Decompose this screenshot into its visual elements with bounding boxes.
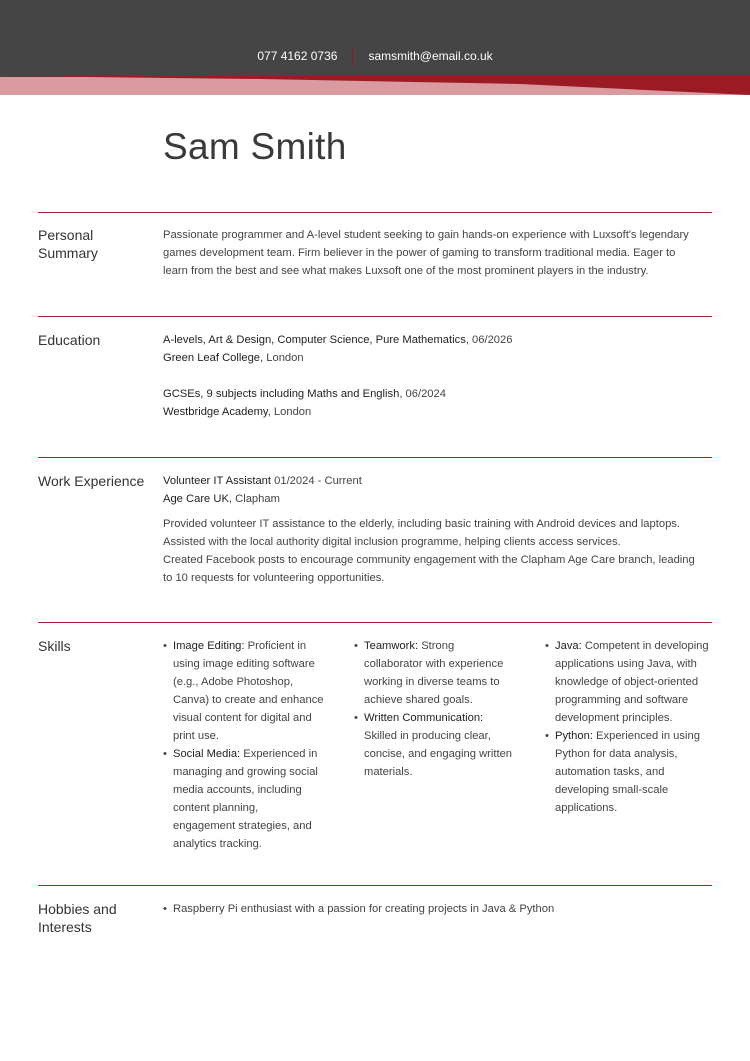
skill-item	[163, 745, 338, 853]
skill-desc: Competent in developing	[581, 640, 709, 652]
section-divider	[38, 885, 712, 886]
job-dates: 01/2024 - Current	[271, 475, 362, 487]
email-address: samsmith@email.co.uk	[368, 49, 493, 63]
skill-name: Python:	[555, 730, 593, 742]
skills-column	[545, 637, 720, 817]
skill-desc: print use.	[173, 730, 220, 742]
skill-desc: Experienced in	[240, 748, 318, 760]
skill-desc: engagement strategies, and	[173, 820, 312, 832]
school-name: Westbridge Academy	[163, 406, 268, 418]
hobby-item: • Raspberry Pi enthusiast with a passion for creating projects in Java & Python	[163, 900, 723, 918]
skill-item	[545, 727, 720, 817]
candidate-name: Sam Smith	[163, 126, 347, 167]
skill-name: Java:	[555, 640, 582, 652]
qualification-date: , 06/2026	[465, 334, 513, 346]
skill-desc: (e.g., Adobe Photoshop,	[173, 676, 294, 688]
contact-divider	[352, 48, 353, 66]
skill-desc: applications using Java, with	[555, 658, 697, 670]
work-line: Created Facebook posts to encourage community engagement with the Clapham Age Care branch, leading	[163, 554, 695, 566]
skill-desc: knowledge of object-oriented	[555, 676, 699, 688]
hobbies-list	[163, 900, 723, 918]
summary-title-line: Personal	[38, 227, 94, 243]
job-role: Volunteer IT Assistant	[163, 475, 272, 487]
skill-desc: developing small-scale	[555, 784, 669, 796]
skill-item	[545, 637, 720, 727]
skill-item	[354, 709, 534, 781]
qualification-date: , 06/2024	[399, 388, 446, 400]
skill-desc: Strong	[418, 640, 455, 652]
work-line: Assisted with the local authority digital inclusion programme, helping clients access services.	[163, 536, 621, 548]
skills-column	[354, 637, 534, 781]
summary-section-title	[38, 226, 153, 262]
section-divider	[38, 316, 712, 317]
phone-number: 077 4162 0736	[257, 49, 338, 63]
education-entry	[163, 331, 713, 367]
skill-name: Image Editing:	[173, 640, 245, 652]
skill-desc: materials.	[364, 766, 413, 778]
qualification: A-levels, Art & Design, Computer Science, Pure Mathematics	[163, 334, 466, 346]
skill-desc: content planning,	[173, 802, 259, 814]
header-ribbon	[0, 75, 750, 97]
skill-name: Teamwork:	[364, 640, 419, 652]
work-line: to 10 requests for volunteering opportunities.	[163, 572, 385, 584]
skill-desc: collaborator with experience	[364, 658, 504, 670]
skill-name: Social Media:	[173, 748, 241, 760]
employer-name: Age Care UK	[163, 493, 229, 505]
skills-section-title: Skills	[38, 638, 71, 654]
skill-name: Written Communication:	[364, 712, 484, 724]
skill-desc: automation tasks, and	[555, 766, 665, 778]
work-entry	[163, 472, 723, 587]
summary-line: games development team. Firm believer in the power of gaming to transform traditional media. Eager to	[163, 247, 676, 259]
skill-item	[354, 637, 534, 709]
work-line: Provided volunteer IT assistance to the elderly, including basic training with Android devices and laptops.	[163, 518, 680, 530]
work-description	[163, 515, 723, 587]
summary-line: Passionate programmer and A-level student seeking to gain hands-on experience with Luxsoft's legendary	[163, 229, 689, 241]
school-location: , London	[267, 406, 312, 418]
skill-desc: Experienced in using	[592, 730, 700, 742]
skill-desc: Skilled in producing clear,	[364, 730, 491, 742]
skill-desc: Canva) to create and enhance	[173, 694, 324, 706]
school-name: Green Leaf College	[163, 352, 261, 364]
section-divider	[38, 212, 712, 213]
skill-desc: Python for data analysis,	[555, 748, 678, 760]
skills-column	[163, 637, 338, 853]
contact-info	[0, 47, 750, 66]
skill-desc: analytics tracking.	[173, 838, 262, 850]
school-location: , London	[260, 352, 304, 364]
hobbies-section-title	[38, 900, 153, 936]
skill-desc: Proficient in	[244, 640, 307, 652]
section-divider	[38, 457, 712, 458]
summary-line: learn from the best and see what makes Luxsoft one of the most prominent players in the industry.	[163, 265, 649, 277]
skill-desc: managing and growing social	[173, 766, 318, 778]
hobbies-title-line: Interests	[38, 919, 92, 935]
skill-desc: programming and software	[555, 694, 689, 706]
hobbies-title-line: Hobbies and	[38, 901, 117, 917]
skill-desc: development principles.	[555, 712, 673, 724]
education-section-title: Education	[38, 332, 101, 348]
work-section-title: Work Experience	[38, 473, 145, 489]
employer-location: , Clapham	[228, 493, 280, 505]
skill-desc: working in diverse teams to	[364, 676, 500, 688]
skill-desc: achieve shared goals.	[364, 694, 473, 706]
skill-item	[163, 637, 338, 745]
skill-desc: media accounts, including	[173, 784, 302, 796]
skill-desc: applications.	[555, 802, 618, 814]
skill-desc: concise, and engaging written	[364, 748, 513, 760]
education-entry	[163, 385, 713, 421]
section-divider	[38, 622, 712, 623]
skill-desc: using image editing software	[173, 658, 315, 670]
summary-title-line: Summary	[38, 245, 98, 261]
skill-desc: visual content for digital and	[173, 712, 312, 724]
summary-text	[163, 226, 723, 280]
qualification: GCSEs, 9 subjects including Maths and English	[163, 388, 400, 400]
